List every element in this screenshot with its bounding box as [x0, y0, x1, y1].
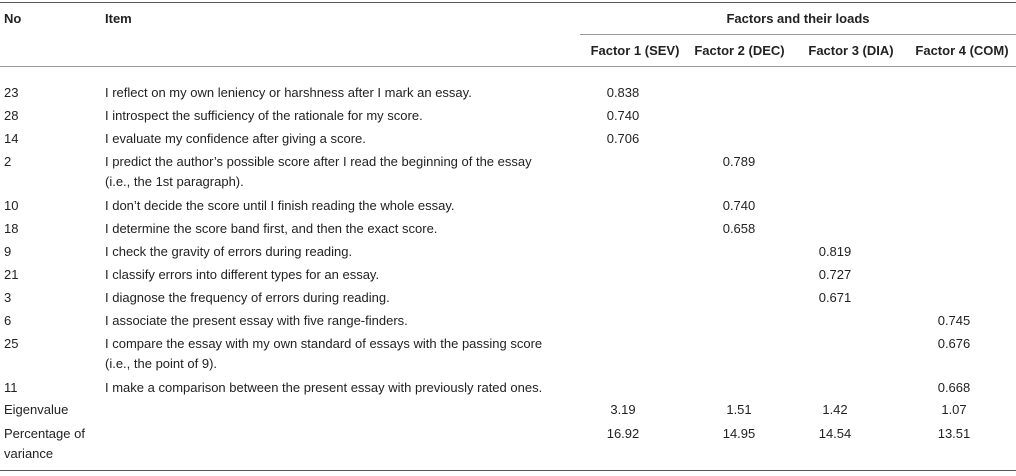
summary-value: 14.95: [722, 426, 756, 441]
group-underline: [580, 34, 1016, 35]
row-item-text: I classify errors into different types for an essay.: [105, 267, 380, 282]
header-factors-group: Factors and their loads: [726, 11, 870, 26]
header-item: Item: [105, 11, 132, 26]
row-item-text: I diagnose the frequency of errors during reading.: [105, 290, 390, 305]
row-item-text: I check the gravity of errors during reading.: [105, 244, 353, 259]
row-number: 6: [4, 313, 12, 328]
summary-value: 1.51: [726, 402, 752, 417]
factor-load-value: 0.658: [722, 221, 756, 236]
row-item-text: I introspect the sufficiency of the rationale for my score.: [105, 108, 423, 123]
summary-value: 13.51: [937, 426, 971, 441]
row-number: 23: [4, 85, 19, 100]
row-number: 14: [4, 131, 19, 146]
summary-value: 14.54: [818, 426, 852, 441]
summary-label: Percentage of variance: [4, 426, 85, 461]
row-item-text: I associate the present essay with five range-finders.: [105, 313, 408, 328]
header-factor-3: Factor 3 (DIA): [808, 43, 894, 58]
row-number: 9: [4, 244, 12, 259]
row-number: 21: [4, 267, 19, 282]
summary-value: 1.07: [941, 402, 967, 417]
factor-load-value: 0.789: [722, 154, 756, 169]
row-number: 3: [4, 290, 12, 305]
summary-value: 16.92: [606, 426, 640, 441]
table-top-rule: [0, 2, 1016, 3]
row-item-text: I don’t decide the score until I finish reading the whole essay.: [105, 198, 455, 213]
summary-value: 1.42: [822, 402, 848, 417]
header-no: No: [4, 11, 22, 26]
table-bottom-rule: [0, 470, 1016, 471]
row-number: 11: [4, 380, 18, 395]
row-item-text: I reflect on my own leniency or harshness after I mark an essay.: [105, 85, 472, 100]
factor-load-value: 0.671: [818, 290, 852, 305]
factor-load-value: 0.740: [606, 108, 640, 123]
summary-label: Eigenvalue: [4, 402, 69, 417]
header-factor-1: Factor 1 (SEV): [590, 43, 680, 58]
summary-value: 3.19: [610, 402, 636, 417]
row-number: 18: [4, 221, 19, 236]
row-number: 2: [4, 154, 12, 169]
row-item-text: I compare the essay with my own standard of essays with the passing score (i.e., the point of 9).: [105, 336, 543, 371]
row-item-text: I determine the score band first, and then the exact score.: [105, 221, 438, 236]
row-item-text: I evaluate my confidence after giving a score.: [105, 131, 366, 146]
factor-load-value: 0.740: [722, 198, 756, 213]
factor-load-value: 0.676: [937, 336, 971, 351]
factor-load-value: 0.838: [606, 85, 640, 100]
factor-load-value: 0.727: [818, 267, 852, 282]
row-number: 28: [4, 108, 19, 123]
header-bottom-rule: [0, 66, 1016, 67]
row-item-text: I make a comparison between the present essay with previously rated ones.: [105, 380, 543, 395]
factor-load-value: 0.819: [818, 244, 852, 259]
header-factor-4: Factor 4 (COM): [915, 43, 1009, 58]
row-item-text: I predict the author’s possible score after I read the beginning of the essay (i.e., the 1st paragraph).: [105, 154, 532, 189]
factor-load-value: 0.706: [606, 131, 640, 146]
header-factor-2: Factor 2 (DEC): [694, 43, 785, 58]
row-number: 10: [4, 198, 19, 213]
row-number: 25: [4, 336, 19, 351]
factor-load-value: 0.745: [937, 313, 971, 328]
factor-load-value: 0.668: [937, 380, 971, 395]
